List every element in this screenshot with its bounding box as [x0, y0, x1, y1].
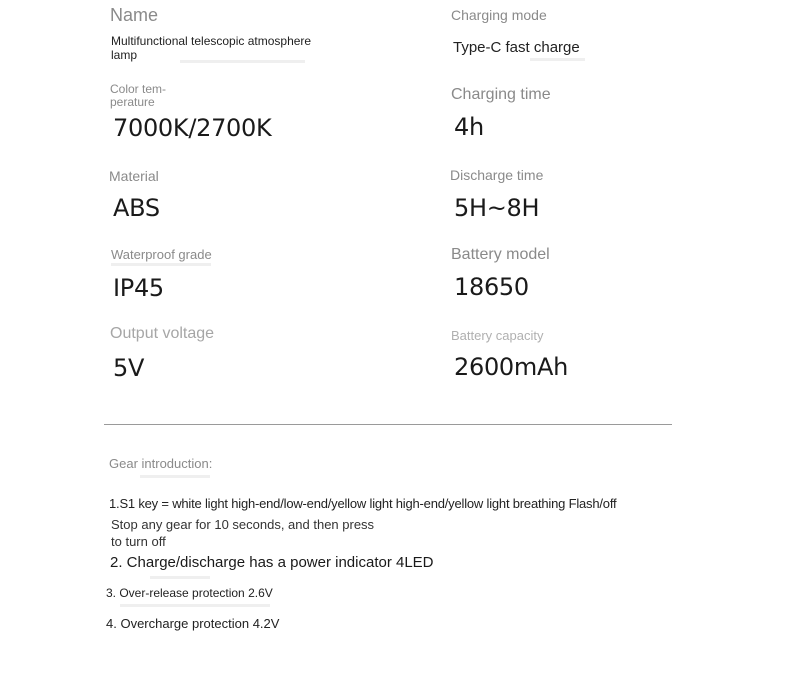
battery-capacity-value: 2600mAh [454, 353, 568, 381]
color-temperature-label-line1: Color tem- [110, 82, 167, 96]
name-ghost-line [180, 60, 305, 63]
charging-mode-ghost-line [530, 58, 585, 61]
gear-item-4: 4. Overcharge protection 4.2V [106, 616, 280, 631]
name-value-line2: lamp [111, 48, 138, 62]
name-value-line1: Multifunctional telescopic atmosphere [111, 34, 312, 48]
battery-model-value: 18650 [454, 273, 529, 301]
color-temperature-value: 7000K/2700K [113, 114, 272, 142]
gear-title-ghost-line [140, 475, 210, 478]
charging-mode-label: Charging mode [451, 7, 547, 23]
waterproof-grade-value: IP45 [113, 274, 164, 302]
material-value: ABS [113, 194, 160, 222]
output-voltage-value: 5V [113, 354, 145, 382]
battery-model-label: Battery model [451, 246, 550, 263]
discharge-time-label: Discharge time [450, 167, 544, 183]
gear-item-3-ghost-line [120, 604, 270, 607]
gear-item-3: 3. Over-release protection 2.6V [106, 586, 273, 600]
gear-item-2: 2. Charge/discharge has a power indicator 4LED [110, 554, 434, 571]
material-label: Material [109, 168, 159, 184]
section-divider [104, 424, 672, 425]
charging-mode-value: Type-C fast charge [453, 39, 580, 56]
battery-capacity-label: Battery capacity [451, 328, 544, 343]
waterproof-ghost-line [111, 263, 211, 266]
name-label: Name [110, 5, 159, 25]
discharge-time-value: 5H~8H [454, 194, 540, 222]
gear-item-2-ghost-line [150, 576, 210, 579]
charging-time-label: Charging time [451, 86, 551, 103]
color-temperature-label-line2: perature [110, 95, 155, 109]
gear-introduction-title: Gear introduction: [109, 456, 213, 471]
output-voltage-label: Output voltage [110, 325, 215, 342]
waterproof-grade-label: Waterproof grade [111, 247, 212, 262]
charging-time-value: 4h [454, 113, 484, 141]
gear-item-1: 1.S1 key = white light high-end/low-end/yellow light high-end/yellow light breathing Flash/off [109, 496, 617, 511]
gear-item-1-note-line2: to turn off [111, 534, 166, 549]
gear-item-1-note-line1: Stop any gear for 10 seconds, and then press [111, 517, 375, 532]
